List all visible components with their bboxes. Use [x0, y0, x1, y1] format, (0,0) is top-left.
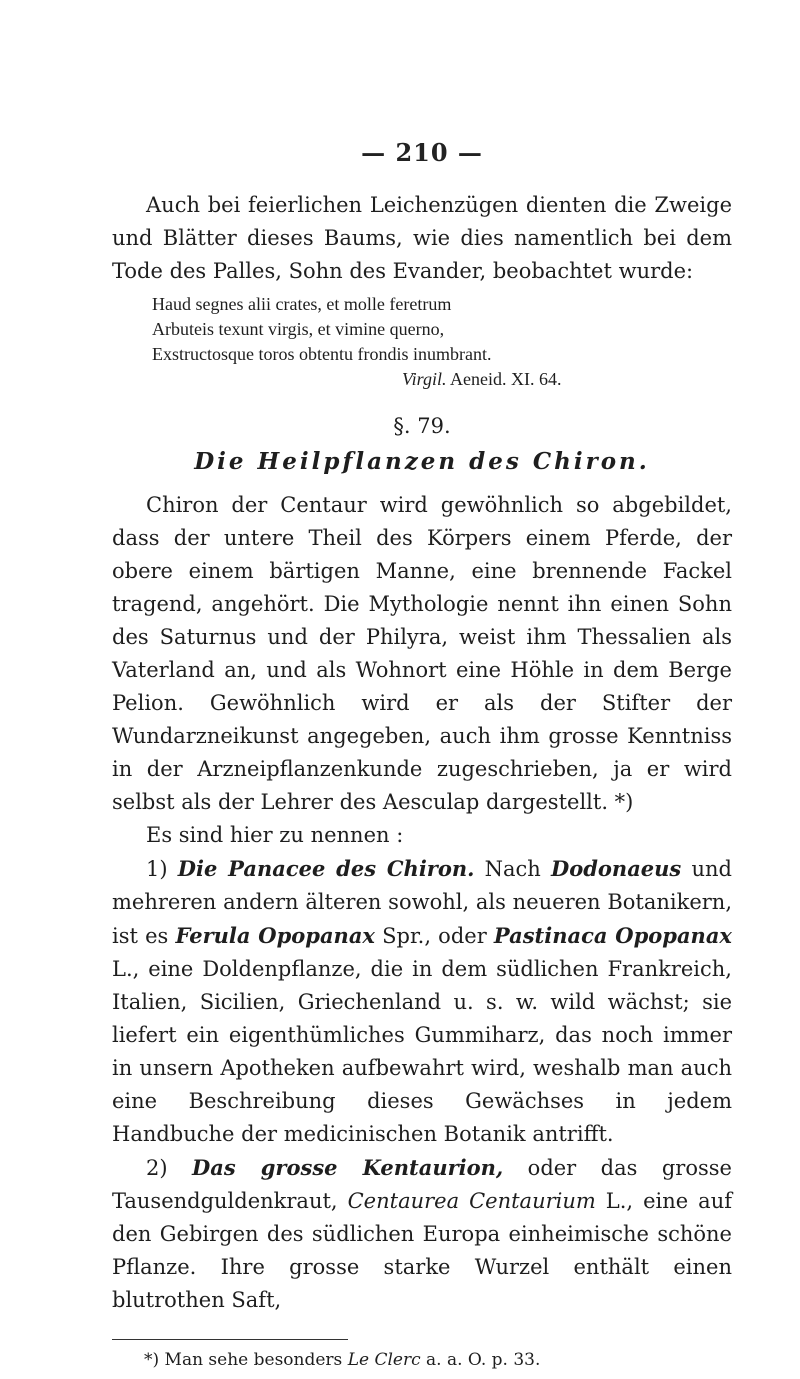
- list-item-panacee: 1) Die Panacee des Chiron. Nach Dodonaeus und mehreren andern älteren sowohl, als neueren Botanikern, ist es Ferula Opopanax Spr., oder Pastinaca Opopanax L., eine Doldenpflanze, die in dem südlichen Frankreich, Italien, Sicilien, Griechenland u. s. w. wild wächst; sie liefert ein eigenthümliches Gummiharz, das noch immer in unsern Apotheken aufbewahrt wird, weshalb man auch eine Beschreibung dieses Gewächses in jedem Handbuche der medicinischen Botanik antrifft.: [112, 856, 732, 1146]
- intro-paragraph: Auch bei feierlichen Leichenzügen dienten die Zweige und Blätter dieses Baums, wie dies namentlich bei dem Tode des Palles, Sohn des Evander, beobachtet wurde:: [112, 193, 732, 283]
- list-item-kentaurion: 2) Das grosse Kentaurion, oder das grosse Tausendguldenkraut, Centaurea Centaurium L., eine auf den Gebirgen des südlichen Europa einheimische schöne Pflanze. Ihre grosse starke Wurzel enthält einen blutrothen Saft,: [112, 1155, 732, 1312]
- item-number: 2): [146, 1156, 168, 1180]
- item-title: Das grosse Kentaurion,: [192, 1155, 504, 1180]
- citation-work: Aeneid. XI. 64.: [450, 369, 562, 389]
- section-number: §. 79.: [393, 414, 451, 438]
- latin-verse-quote: [152, 292, 732, 392]
- page-number: — 210 —: [361, 138, 483, 167]
- book-page: [112, 138, 732, 1372]
- footnote-divider: [112, 1339, 348, 1340]
- verse-line: Arbuteis texunt virgis, et vimine querno,: [152, 319, 445, 339]
- section-title: Die Heilpflanzen des Chiron.: [194, 448, 650, 475]
- item-number: 1): [146, 857, 168, 881]
- citation-author: Virgil.: [402, 369, 447, 389]
- footnote: *) Man sehe besonders Le Clerc a. a. O. p. 33.: [144, 1350, 541, 1370]
- author-name: Dodonaeus: [551, 856, 682, 881]
- verse-line: Exstructosque toros obtentu frondis inumbrant.: [152, 344, 492, 364]
- verse-line: Haud segnes alii crates, et molle feretrum: [152, 294, 452, 314]
- botanical-name: Pastinaca Opopanax: [493, 923, 732, 948]
- verse-citation: [402, 367, 732, 392]
- footnote-author: Le Clerc: [347, 1350, 421, 1370]
- item-title: Die Panacee des Chiron.: [177, 856, 475, 881]
- list-intro: Es sind hier zu nennen :: [146, 823, 404, 847]
- botanical-name: Centaurea Centaurium: [347, 1189, 596, 1213]
- botanical-name: Ferula Opopanax: [175, 923, 375, 948]
- chiron-paragraph: Chiron der Centaur wird gewöhnlich so abgebildet, dass der untere Theil des Körpers einem Pferde, der obere einem bärtigen Manne, eine brennende Fackel tragend, angehört. Die Mythologie nennt ihn einen Sohn des Saturnus und der Philyra, weist ihm Thessalien als Vaterland an, und als Wohnort eine Höhle in dem Berge Pelion. Gewöhnlich wird er als der Stifter der Wundarzneikunst angegeben, auch ihm grosse Kenntniss in der Arzneipflanzenkunde zugeschrieben, ja er wird selbst als der Lehrer des Aesculap dargestellt. *): [112, 493, 732, 814]
